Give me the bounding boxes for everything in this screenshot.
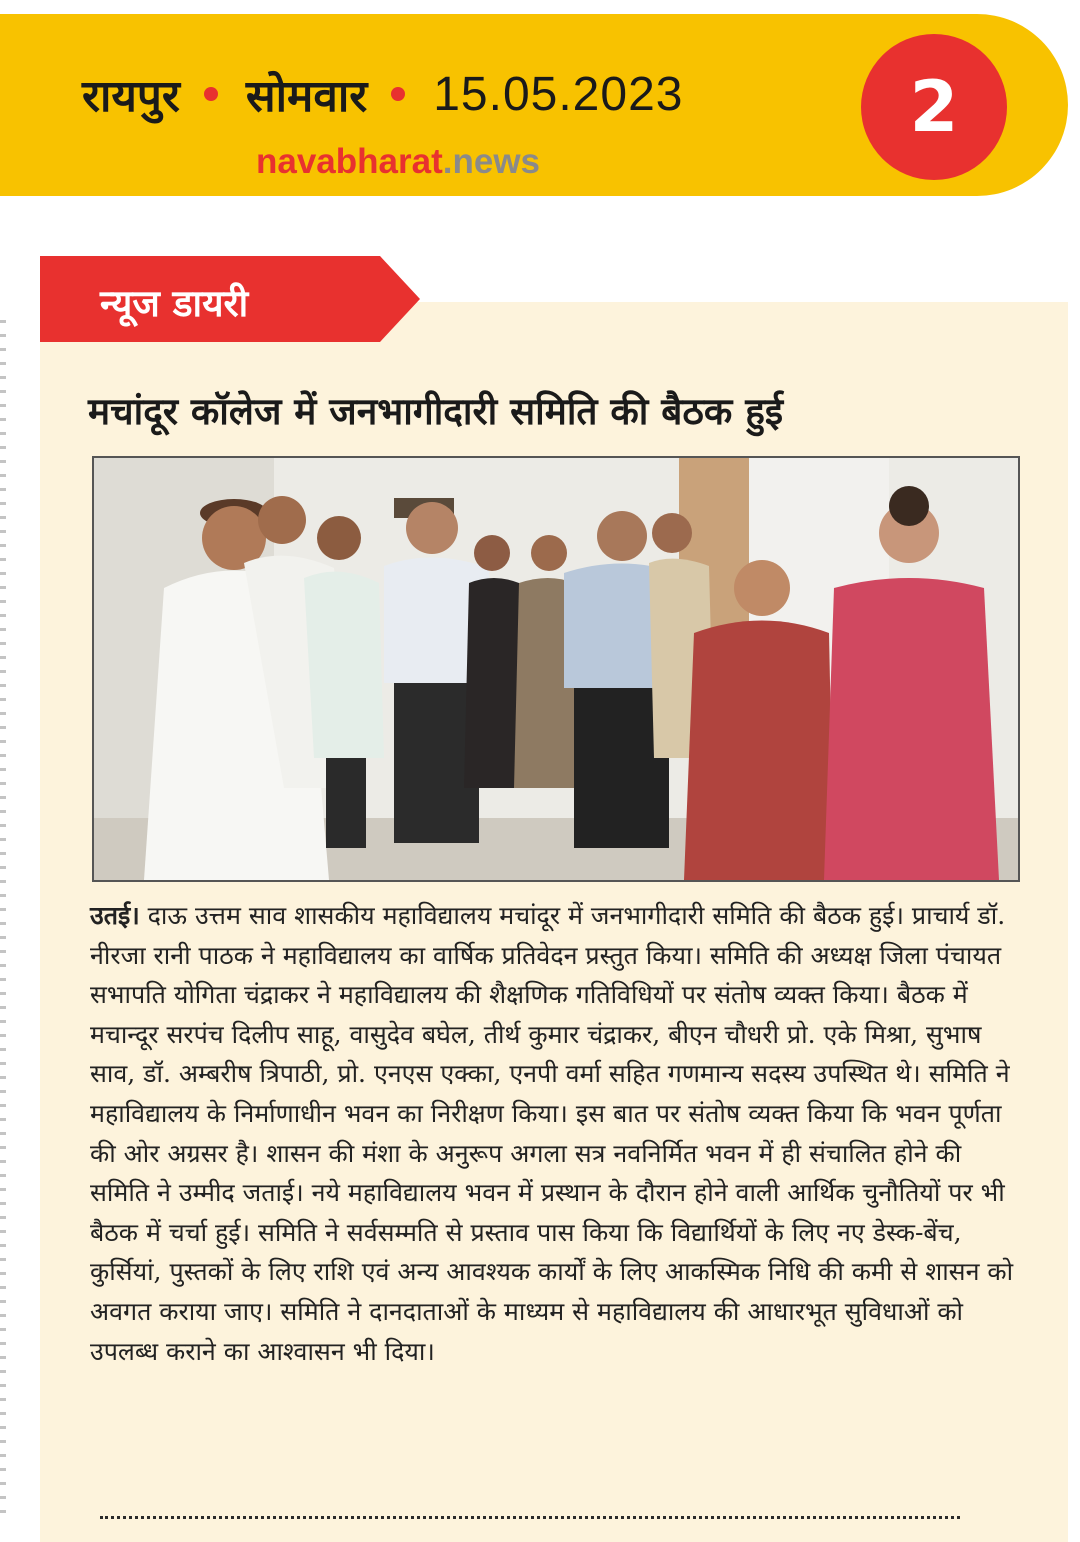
group-photo-illustration xyxy=(94,458,1018,880)
issue-date: 15.05.2023 xyxy=(433,67,684,121)
article-body xyxy=(90,896,1025,1371)
site-name: navabharat xyxy=(256,142,443,181)
article-body-text: दाऊ उत्तम साव शासकीय महाविद्यालय मचांदूर में जनभागीदारी समिति की बैठक हुई। प्राचार्य डॉ. नीरजा रानी पाठक ने महाविद्यालय का वार्षिक प्रतिवेदन प्रस्तुत किया। समिति की अध्यक्ष जिला पंचायत सभापति योगिता चंद्राकर ने महाविद्यालय की शैक्षणिक गतिविधियों पर संतोष व्यक्त किया। बैठक में मचान्दूर सरपंच दिलीप साहू, वासुदेव बघेल, तीर्थ कुमार चंद्राकर, बीएन चौधरी प्रो. एके मिश्रा, सुभाष साव, डॉ. अम्बरीष त्रिपाठी, प्रो. एनएस एक्का, एनपी वर्मा सहित गणमान्य सदस्य उपस्थित थे। समिति ने महाविद्यालय के निर्माणाधीन भवन का निरीक्षण किया। इस बात पर संतोष व्यक्त किया कि भवन पूर्णता की ओर अग्रसर है। शासन की मंशा के अनुरूप अगला सत्र नवनिर्मित भवन में ही संचालित होने की समिति ने उम्मीद जताई। नये महाविद्यालय भवन में प्रस्थान के दौरान होने वाली आर्थिक चुनौतियों पर भी बैठक में चर्चा हुई। समिति ने सर्वसम्मति से प्रस्ताव पास किया कि विद्यार्थियों के लिए नए डेस्क-बेंच, कुर्सियां, पुस्तकों के लिए राशि एवं अन्य आवश्यक कार्यों के लिए आकस्मिक निधि की कमी से शासन को अवगत कराया जाए। समिति ने दानदाताओं के माध्यम से महाविद्यालय की आधारभूत सुविधाओं को उपलब्ध कराने का आश्वासन भी दिया। xyxy=(90,901,1014,1366)
section-label: न्यूज डायरी xyxy=(100,282,249,325)
next-article-cutoff xyxy=(100,1516,960,1531)
article-dateline: उतई। xyxy=(90,901,140,930)
website-url xyxy=(256,142,540,182)
city-name: रायपुर xyxy=(82,71,180,122)
weekday: सोमवार xyxy=(245,71,368,122)
masthead xyxy=(82,64,683,124)
article-headline: मचांदूर कॉलेज में जनभागीदारी समिति की बैठक हुई xyxy=(88,390,784,433)
group-photo xyxy=(92,456,1020,882)
bullet-dot-icon xyxy=(204,87,218,101)
bullet-dot-icon xyxy=(391,87,405,101)
site-tld: .news xyxy=(442,142,541,181)
page-edge-dots xyxy=(0,320,6,1520)
page-number-badge: 2 xyxy=(861,34,1007,180)
